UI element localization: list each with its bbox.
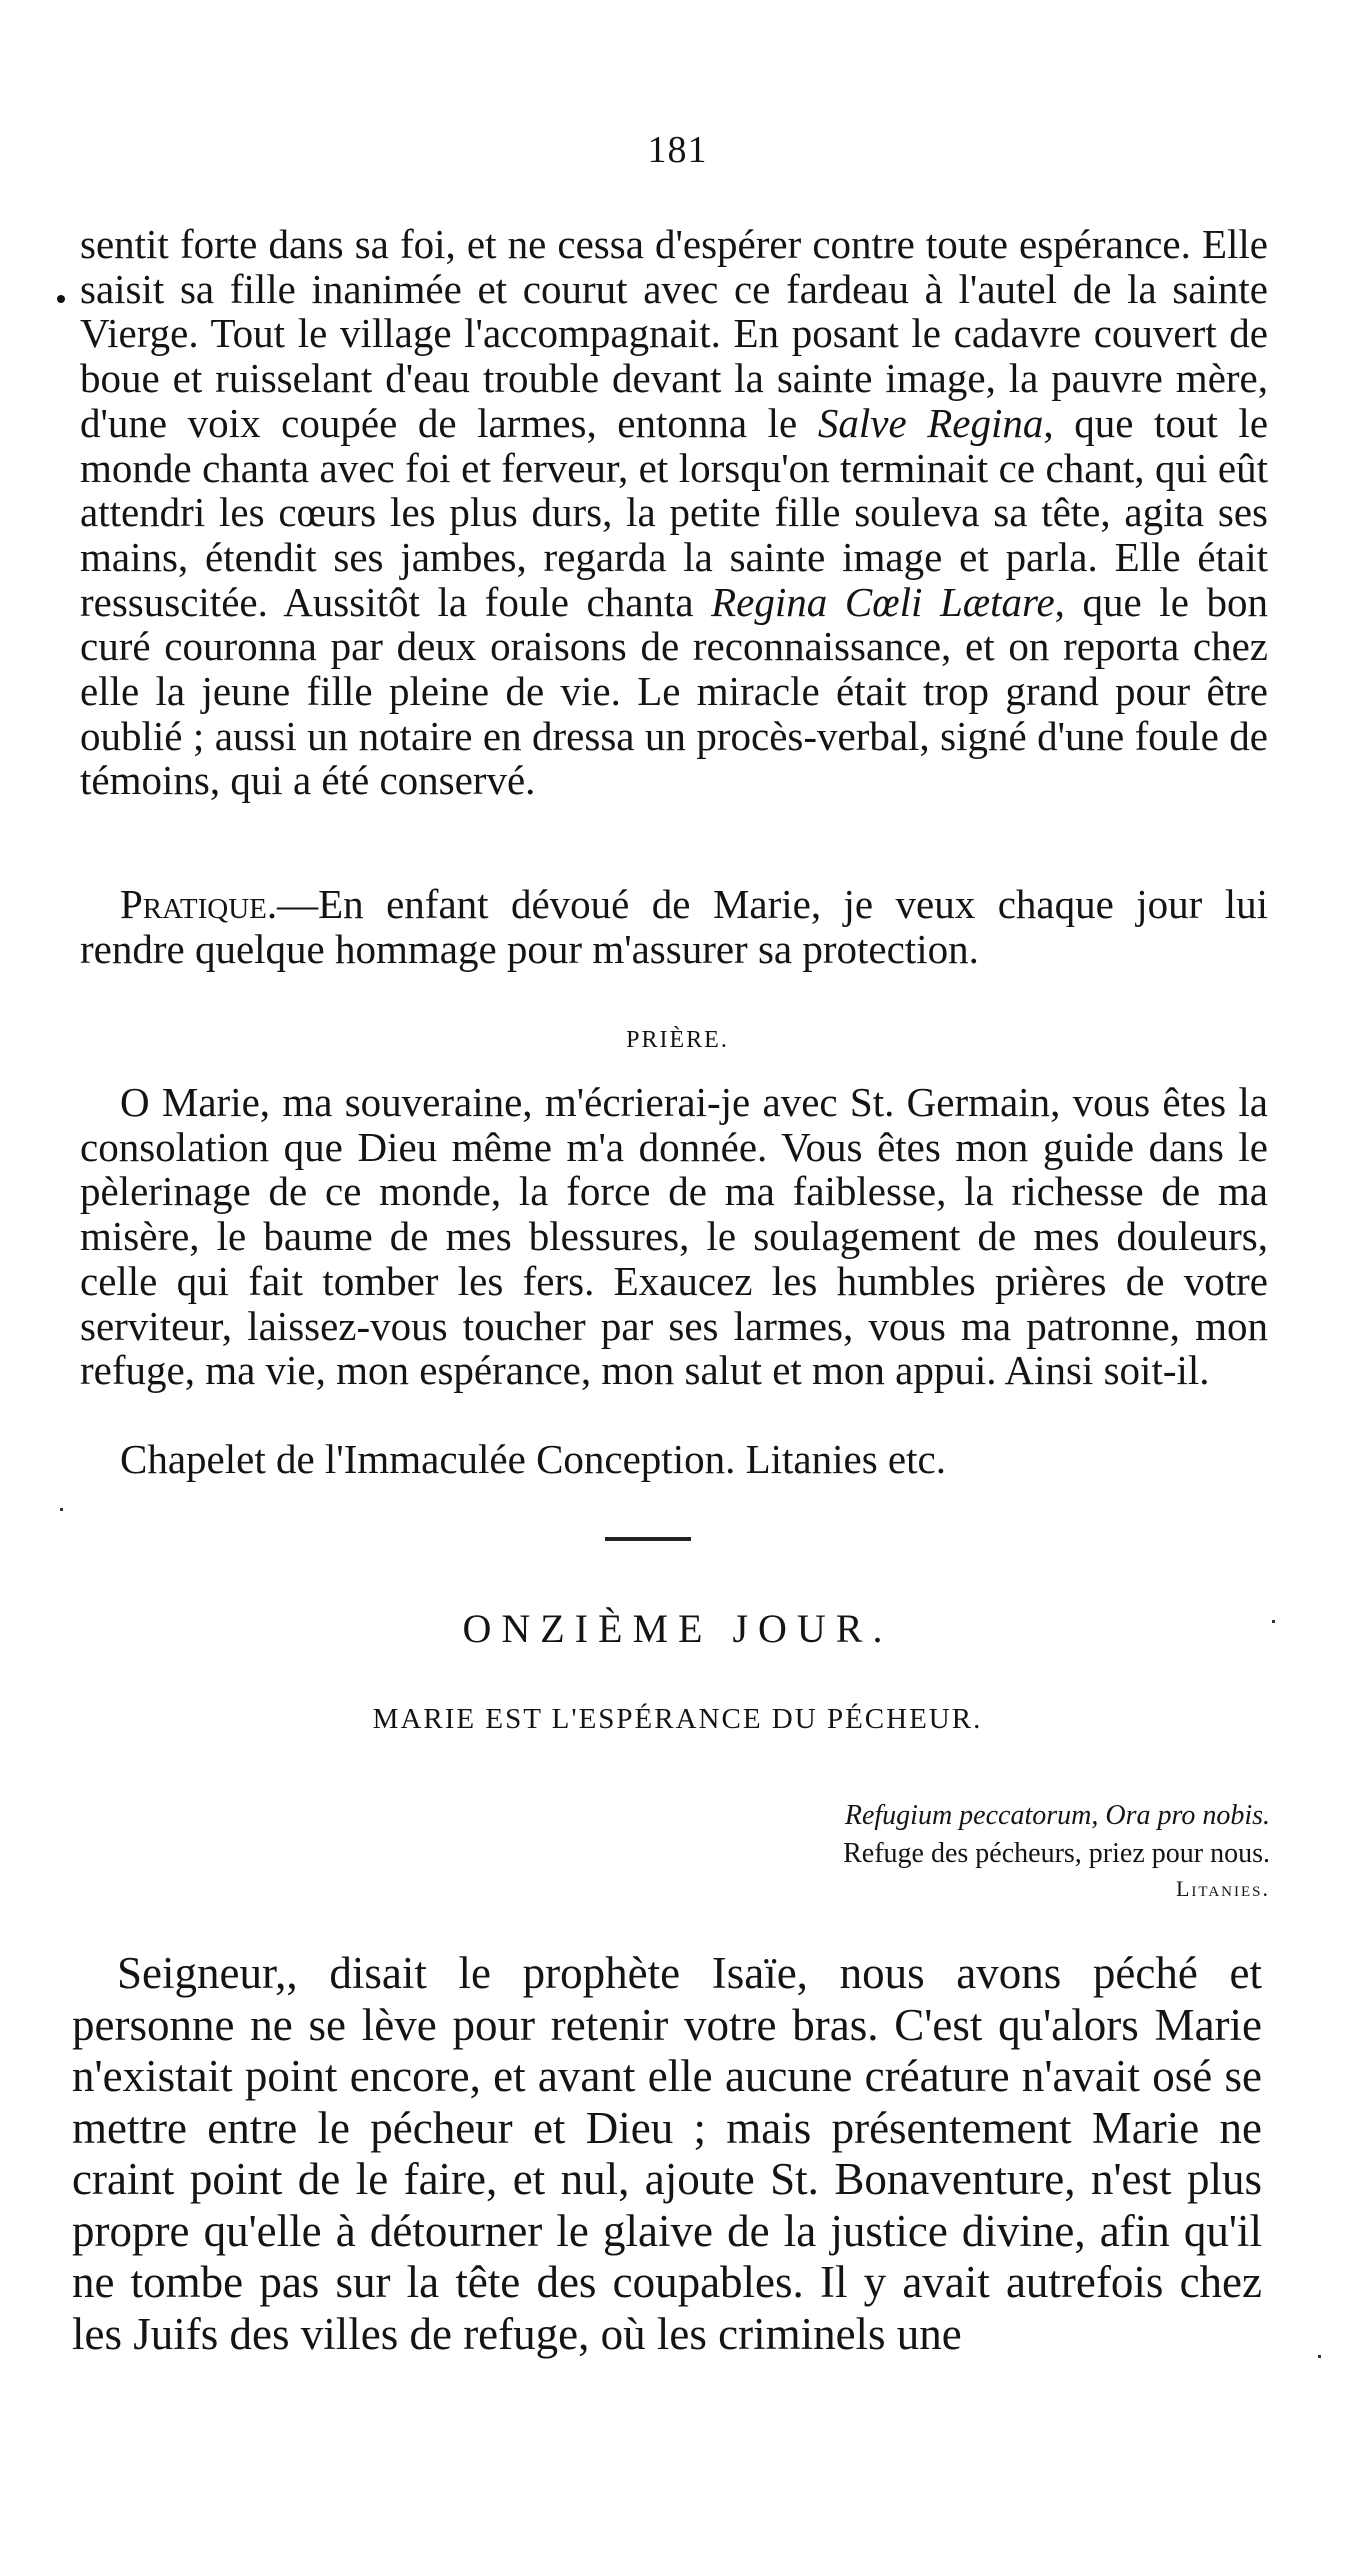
epigraph-source: Litanies. (1175, 1876, 1270, 1901)
story-text-end: , que le bon curé couronna par deux oraisons de reconnaissance, et on reporta chez elle la jeune fille pleine de vie. Le miracle était trop grand pour être oublié ; aussi un notaire en dressa un procès-verbal, signé d'une foule de témoins, qui a été conservé. (80, 578, 1269, 804)
section-divider (605, 1537, 691, 1541)
story-text-middle: , que tout le monde chanta avec foi et ferveur, et lorsqu'on terminait ce chant, qui eût attendri les cœurs les plus durs, la petite fille souleva sa tête, agita ses mains, étendit ses jambes, regarda la sainte image et parla. Elle était ressuscitée. Aussitôt la foule chanta (80, 399, 1269, 625)
day-title: ONZIÈME JOUR. (462, 1606, 893, 1651)
pratique-label: Pratique. (120, 881, 278, 927)
epigraph-french: Refuge des pécheurs, priez pour nous. (843, 1838, 1270, 1869)
salve-regina-title: Salve Regina (817, 399, 1044, 446)
pratique-paragraph (80, 882, 1268, 971)
chapter-subtitle: MARIE EST L'ESPÉRANCE DU PÉCHEUR. (372, 1703, 983, 1735)
story-paragraph (80, 222, 1268, 803)
margin-speck (1272, 1620, 1275, 1623)
priere-paragraph: O Marie, ma souveraine, m'écrierai-je avec St. Germain, vous êtes la consolation que Dieu même m'a donnée. Vous êtes mon guide dans le pèlerinage de ce monde, la force de ma faiblesse, la richesse de ma misère, le baume de mes blessures, le soulagement de mes douleurs, celle qui fait tomber les fers. Exaucez les humbles prières de votre serviteur, laissez-vous toucher par ses larmes, vous ma patronne, mon refuge, ma vie, mon espérance, mon salut et mon appui. Ainsi soit-il. (80, 1079, 1268, 1394)
regina-coeli-title: Regina Cœli Lætare (711, 578, 1055, 625)
margin-bullet (57, 295, 65, 303)
main-paragraph: Seigneur,, disait le prophète Isaïe, nous avons péché et personne ne se lève pour retenir votre bras. C'est qu'alors Marie n'existait point encore, et avant elle aucune créature n'avait osé se mettre entre le pécheur et Dieu ; mais présentement Marie ne craint point de le faire, et nul, ajoute St. Bonaventure, n'est plus propre qu'elle à détourner le glaive de la justice divine, afin qu'il ne tombe pas sur la tête des coupables. Il y avait autrefois chez les Juifs des villes de refuge, où les criminels une (72, 1948, 1262, 2359)
margin-speck (1318, 2355, 1321, 2358)
page-number: 181 (647, 129, 708, 171)
pratique-text: —En enfant dévoué de Marie, je veux chaque jour lui rendre quelque hommage pour m'assurer sa protection. (80, 881, 1268, 972)
margin-speck (60, 1508, 63, 1511)
story-text-start: sentit forte dans sa foi, et ne cessa d'espérer contre toute espérance. Elle saisit sa fille inanimée et courut avec ce fardeau à l'autel de la sainte Vierge. Tout le village l'accompagnait. En posant le cadavre couvert de boue et ruisselant d'eau trouble devant la sainte image, la pauvre mère, d'une voix coupée de larmes, entonna le (80, 221, 1268, 446)
epigraph-latin: Refugium peccatorum, Ora pro nobis. (844, 1800, 1270, 1831)
chapelet-line: Chapelet de l'Immaculée Conception. Litanies etc. (120, 1436, 946, 1482)
priere-heading: PRIÈRE. (626, 1027, 729, 1053)
